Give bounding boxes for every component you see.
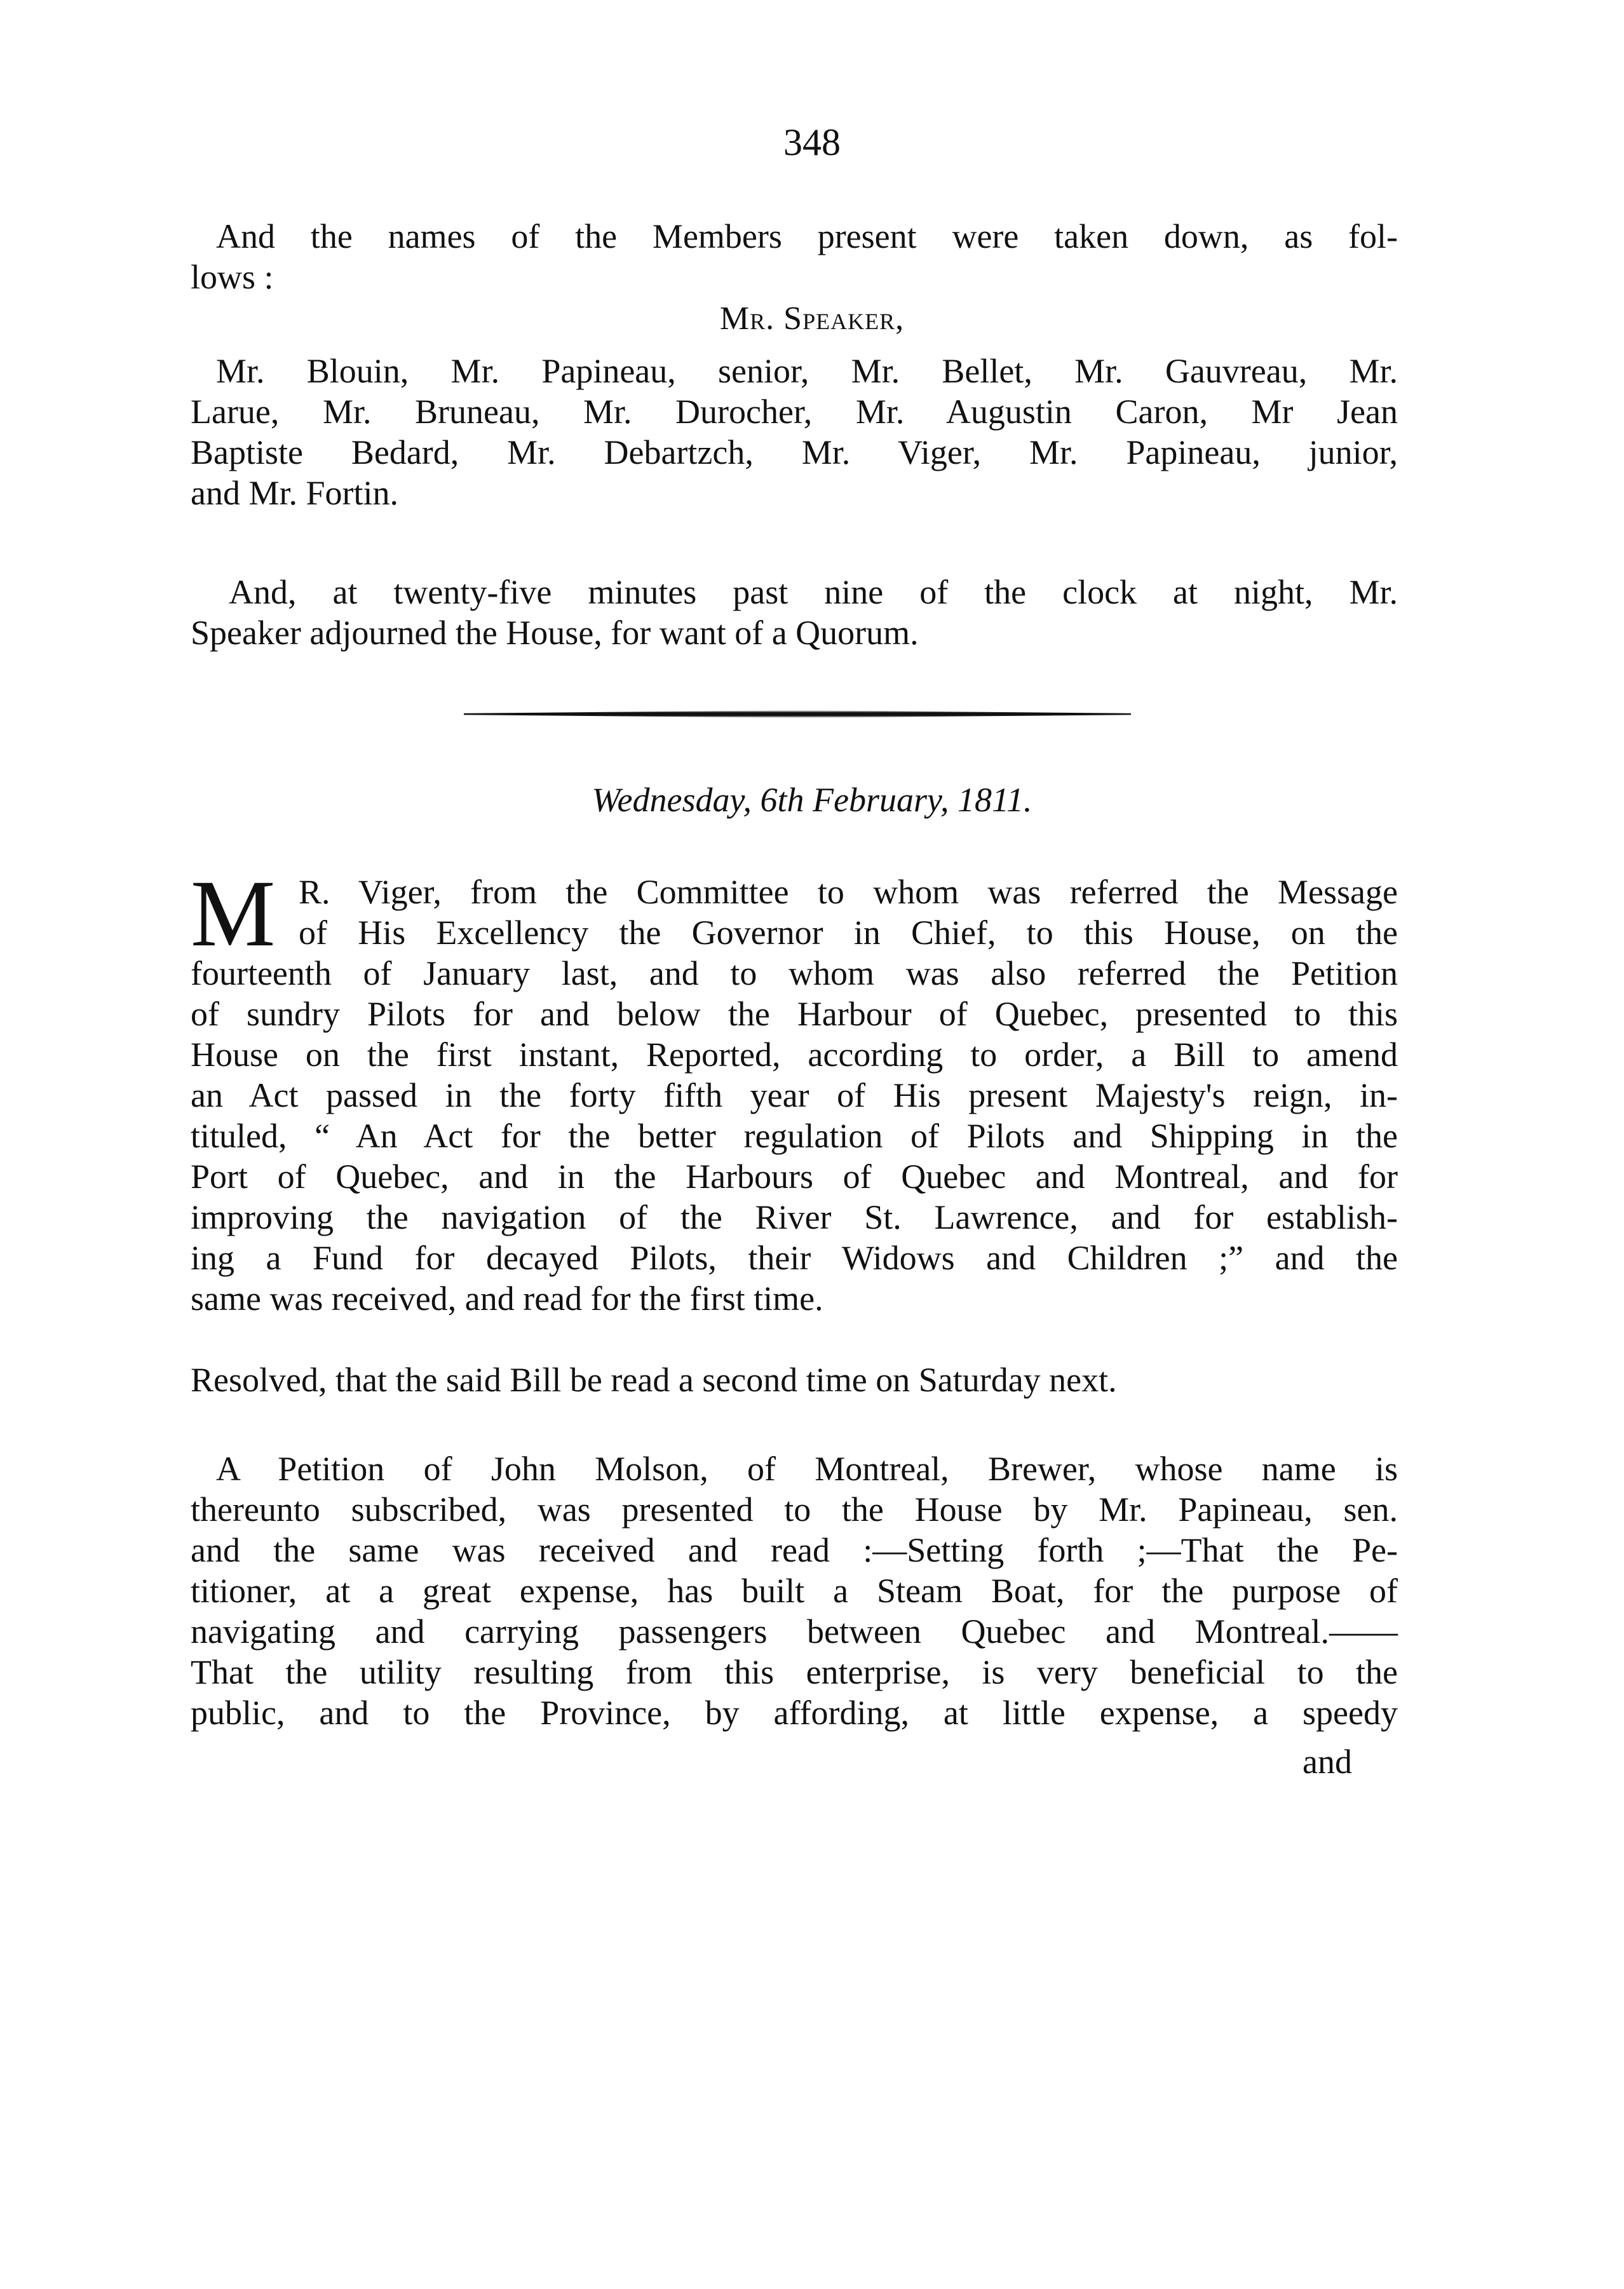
text-line: Mr. Blouin, Mr. Papineau, senior, Mr. Bellet, Mr. Gauvreau, Mr.: [216, 352, 1398, 390]
text-line: ing a Fund for decayed Pilots, their Widows and Children ;” and the: [191, 1239, 1398, 1277]
text-line: public, and to the Province, by affording, at little expense, a speedy: [191, 1694, 1398, 1732]
text-line: And, at twenty-five minutes past nine of the clock at night, Mr.: [229, 573, 1398, 611]
text-line: improving the navigation of the River St. Lawrence, and for establish-: [191, 1198, 1398, 1236]
text-line: navigating and carrying passengers between Quebec and Montreal.——: [191, 1612, 1398, 1651]
text-line: A Petition of John Molson, of Montreal, Brewer, whose name is: [216, 1450, 1398, 1488]
text-line: That the utility resulting from this enterprise, is very beneficial to the: [191, 1653, 1398, 1691]
text-line: same was received, and read for the first time.: [191, 1280, 823, 1318]
text-line: lows :: [191, 258, 274, 296]
text-line: titioner, at a great expense, has built a Steam Boat, for the purpose of: [191, 1572, 1398, 1610]
text-line: of sundry Pilots for and below the Harbour of Quebec, presented to this: [191, 995, 1398, 1033]
text-line: fourteenth of January last, and to whom was also referred the Petition: [191, 954, 1398, 992]
dateline: Wednesday, 6th February, 1811.: [592, 781, 1032, 819]
text-line: tituled, “ An Act for the better regulation of Pilots and Shipping in the: [191, 1117, 1398, 1155]
members-list: [191, 351, 1398, 513]
text-line: and Mr. Fortin.: [191, 474, 399, 512]
catchword: and: [1303, 1743, 1352, 1781]
section-divider: [464, 710, 1131, 718]
adjournment-paragraph: [191, 572, 1398, 653]
page-number: 348: [783, 121, 841, 163]
text-line: And the names of the Members present were taken down, as fol-: [216, 217, 1398, 255]
text-line: Larue, Mr. Bruneau, Mr. Durocher, Mr. Augustin Caron, Mr Jean: [191, 393, 1398, 431]
text-line: Port of Quebec, and in the Harbours of Quebec and Montreal, and for: [191, 1158, 1398, 1196]
text-line: thereunto subscribed, was presented to the House by Mr. Papineau, sen.: [191, 1490, 1398, 1529]
petition-paragraph: [191, 1448, 1398, 1733]
text-line: R. Viger, from the Committee to whom was referred the Message: [299, 873, 1398, 911]
drop-cap: M: [191, 861, 276, 966]
text-line: Speaker adjourned the House, for want of a Quorum.: [191, 614, 919, 652]
text-line: an Act passed in the forty fifth year of His present Majesty's reign, in-: [191, 1076, 1398, 1114]
members-intro: [191, 216, 1398, 297]
speaker-heading: Mr. Speaker,: [719, 300, 905, 337]
resolution-paragraph: [191, 1360, 1398, 1400]
committee-report-paragraph: [191, 872, 1398, 1319]
text-line: of His Excellency the Governor in Chief, to this House, on the: [299, 914, 1398, 952]
text-line: House on the first instant, Reported, according to order, a Bill to amend: [191, 1036, 1398, 1074]
text-line: and the same was received and read :—Setting forth ;—That the Pe-: [191, 1531, 1398, 1569]
text-line: Resolved, that the said Bill be read a second time on Saturday next.: [191, 1361, 1117, 1399]
text-line: Baptiste Bedard, Mr. Debartzch, Mr. Viger, Mr. Papineau, junior,: [191, 433, 1398, 471]
